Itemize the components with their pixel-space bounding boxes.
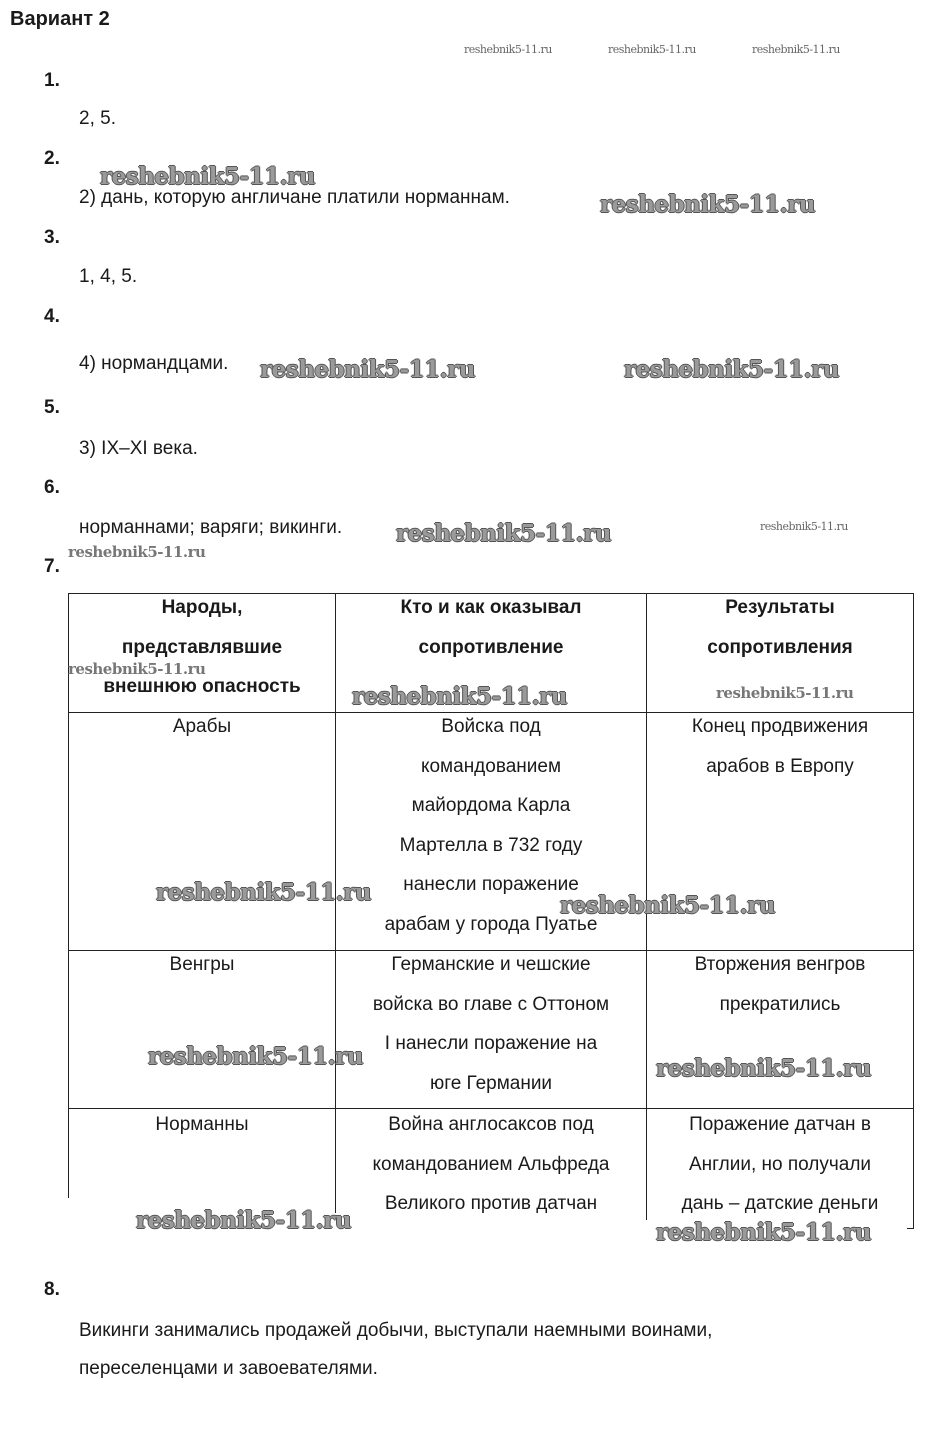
answer-5: 3) IX–XI века. [79,438,198,459]
watermark: reshebnik5-11.ru [68,660,206,678]
watermark: reshebnik5-11.ru [352,683,567,710]
watermark: reshebnik5-11.ru [624,356,839,383]
cell-line: Мартелла в 732 году [399,834,583,856]
watermark: reshebnik5-11.ru [100,163,315,190]
cell-line: дань – датские деньги [681,1193,879,1214]
table-cell [69,707,335,747]
cell-line: Венгры [169,954,235,975]
answer-2: 2) дань, которую англичане платили норманнам. [79,187,510,208]
table-cell [336,1105,646,1224]
table-cell [69,945,335,985]
watermark: reshebnik5-11.ru [464,43,552,56]
question-number-2: 2. [44,148,60,169]
watermark: reshebnik5-11.ru [156,879,371,906]
question-number-6: 6. [44,477,60,498]
table-cell [69,1105,335,1145]
watermark: reshebnik5-11.ru [396,520,611,547]
cell-line: нанесли поражение [403,874,579,895]
cell-line: прекратились [719,993,841,1015]
table-header-peoples [69,588,335,707]
question-number-3: 3. [44,227,60,248]
table-cell [647,707,913,786]
watermark: reshebnik5-11.ru [560,892,775,919]
cell-line: войска во главе с Оттоном [372,993,610,1015]
cell-line: Война англосаксов под [388,1114,594,1135]
answer-3: 1, 4, 5. [79,266,138,287]
watermark: reshebnik5-11.ru [600,191,815,218]
watermark: reshebnik5-11.ru [148,1043,363,1070]
header-line: сопротивления [707,636,853,658]
watermark: reshebnik5-11.ru [752,43,840,56]
header-line: сопротивление [418,636,564,658]
watermark: reshebnik5-11.ru [136,1207,351,1234]
watermark: reshebnik5-11.ru [68,543,206,561]
cell-line: Великого против датчан [384,1193,598,1214]
table-header-resistance [336,588,646,667]
cell-line: Конец продвижения [691,716,869,737]
cell-line: арабам у города Пуатье [384,913,598,935]
header-line: внешнюю опасность [103,676,301,697]
question-number-1: 1. [44,70,60,91]
table-cell [647,1105,913,1224]
cell-line: I нанесли поражение на [384,1033,598,1054]
cell-line: юге Германии [429,1072,553,1094]
cell-line: Англии, но получали [688,1153,872,1175]
question-number-7: 7. [44,556,60,577]
cell-line: Войска под [441,716,541,737]
watermark: reshebnik5-11.ru [260,356,475,383]
header-line: Результаты [725,597,835,618]
answer-6: норманнами; варяги; викинги. [79,517,343,538]
header-line: представлявшие [121,636,283,658]
cell-line: командованием [420,755,562,777]
question-number-4: 4. [44,306,60,327]
cell-line: Норманны [155,1114,249,1135]
answer-1: 2, 5. [79,108,116,129]
watermark: reshebnik5-11.ru [656,1219,871,1246]
watermark: reshebnik5-11.ru [760,520,848,533]
cell-line: Поражение датчан в [689,1114,871,1135]
answer-8-line-2: переселенцами и завоевателями. [79,1358,378,1379]
table-cell [647,945,913,1024]
page-title: Вариант 2 [10,8,110,30]
watermark: reshebnik5-11.ru [716,684,854,702]
header-line: Народы, [161,597,243,618]
question-number-5: 5. [44,397,60,418]
table-border [913,593,914,1229]
cell-line: командованием Альфреда [372,1153,610,1175]
header-line: Кто и как оказывал [400,597,582,618]
cell-line: майордома Карла [411,795,571,816]
cell-line: Вторжения венгров [694,954,866,975]
table-cell [336,945,646,1103]
cell-line: арабов в Европу [706,755,854,777]
table-header-results [647,588,913,667]
watermark: reshebnik5-11.ru [656,1055,871,1082]
question-number-8: 8. [44,1279,60,1300]
answer-8-line-1: Викинги занимались продажей добычи, выступали наемными воинами, [79,1320,713,1341]
cell-line: Арабы [172,716,232,737]
answer-4: 4) нормандцами. [79,353,229,374]
cell-line: Германские и чешские [391,954,591,975]
watermark: reshebnik5-11.ru [608,43,696,56]
